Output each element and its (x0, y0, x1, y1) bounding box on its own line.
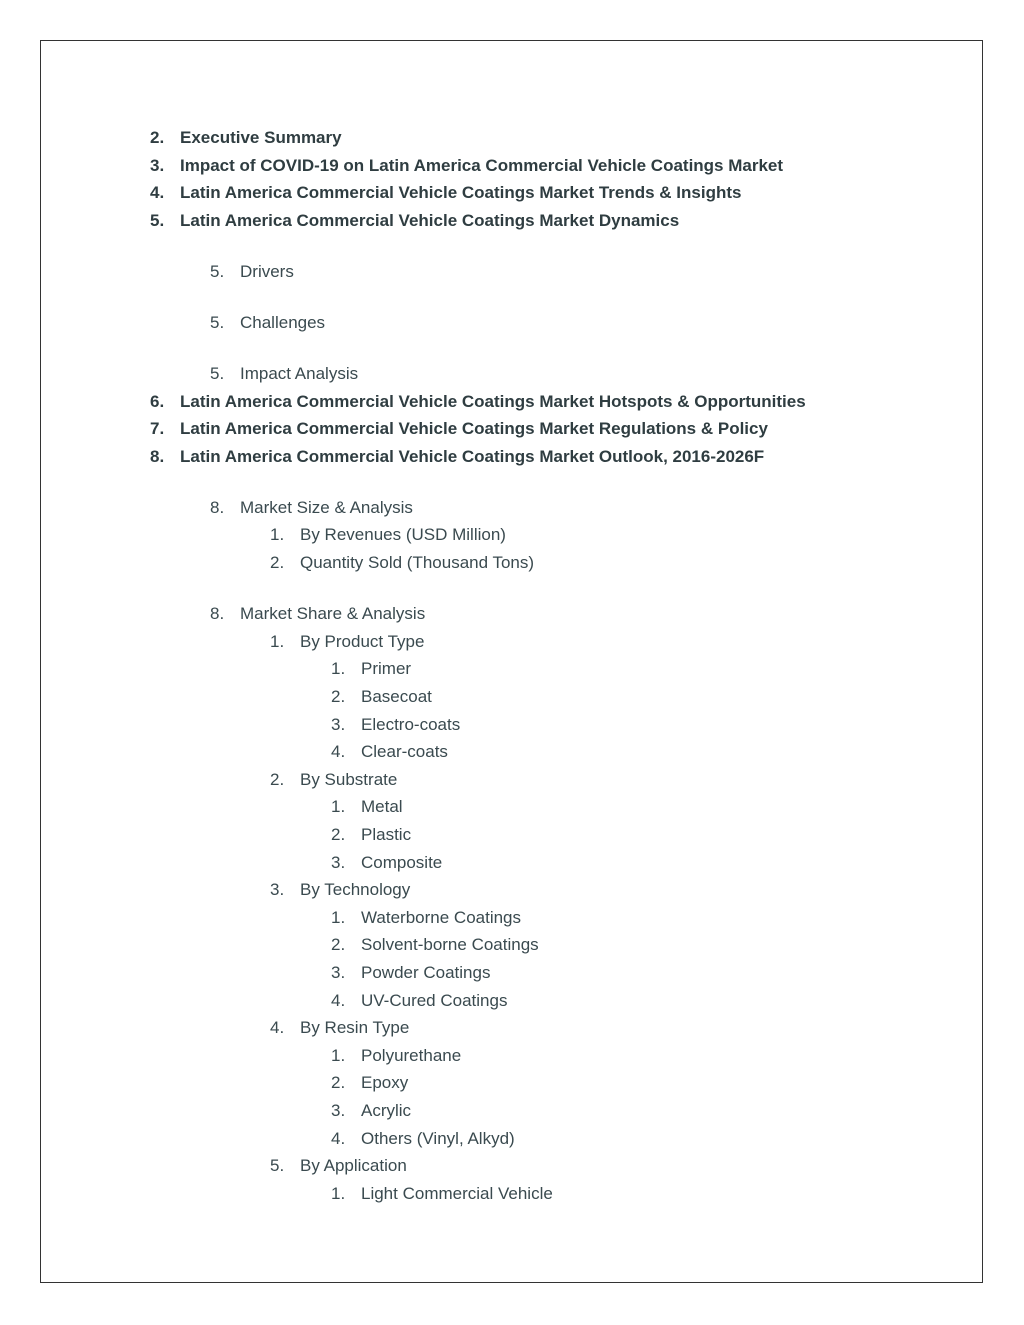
toc-item-text: Basecoat (361, 687, 432, 706)
toc-item-number: 5. (210, 364, 225, 383)
toc-item-level-4 (331, 715, 460, 735)
toc-item-number: 5. (150, 211, 165, 230)
toc-item-text: Latin America Commercial Vehicle Coatings Market Trends & Insights (180, 183, 742, 202)
toc-item-number: 1. (331, 659, 346, 678)
toc-item-text: By Revenues (USD Million) (300, 525, 506, 544)
toc-item-text: Acrylic (361, 1101, 412, 1120)
toc-item-text: By Application (300, 1156, 407, 1175)
toc-item-level-1 (150, 156, 783, 176)
toc-item-level-4 (331, 825, 411, 845)
toc-item-level-2 (210, 498, 413, 518)
toc-item-text: By Resin Type (300, 1018, 410, 1037)
toc-item-level-4 (331, 908, 521, 928)
toc-item-text: Clear-coats (361, 742, 448, 761)
toc-item-level-3 (270, 525, 506, 545)
toc-item-level-4 (331, 659, 411, 679)
toc-item-number: 1. (270, 525, 285, 544)
toc-item-number: 4. (331, 742, 346, 761)
toc-item-text: Others (Vinyl, Alkyd) (361, 1129, 515, 1148)
toc-item-level-3 (270, 1156, 407, 1176)
toc-item-number: 2. (331, 687, 346, 706)
toc-item-text: Challenges (240, 313, 326, 332)
toc-item-level-4 (331, 742, 448, 762)
toc-item-text: Waterborne Coatings (361, 908, 522, 927)
toc-item-level-4 (331, 853, 442, 873)
toc-item-number: 2. (331, 935, 346, 954)
toc-item-number: 2. (331, 1073, 346, 1092)
toc-item-text: Market Share & Analysis (240, 604, 426, 623)
toc-item-level-1 (150, 419, 768, 439)
toc-item-number: 8. (150, 447, 165, 466)
toc-item-number: 2. (150, 128, 165, 147)
toc-item-text: Composite (361, 853, 443, 872)
toc-item-number: 1. (270, 632, 285, 651)
toc-item-number: 4. (331, 1129, 346, 1148)
toc-item-level-3 (270, 770, 397, 790)
toc-item-text: Drivers (240, 262, 294, 281)
toc-item-number: 2. (270, 770, 285, 789)
toc-item-number: 8. (210, 604, 225, 623)
toc-item-level-1 (150, 447, 764, 467)
toc-item-number: 3. (270, 880, 285, 899)
toc-item-level-1 (150, 392, 806, 412)
toc-item-number: 2. (331, 825, 346, 844)
toc-item-number: 1. (331, 908, 346, 927)
toc-item-text: Latin America Commercial Vehicle Coatings Market Dynamics (180, 211, 680, 230)
toc-item-level-1 (150, 128, 342, 148)
toc-item-number: 4. (150, 183, 165, 202)
toc-item-number: 1. (331, 797, 346, 816)
toc-item-text: Latin America Commercial Vehicle Coatings Market Hotspots & Opportunities (180, 392, 806, 411)
toc-item-text: Quantity Sold (Thousand Tons) (300, 553, 535, 572)
toc-item-level-4 (331, 1129, 515, 1149)
toc-item-level-4 (331, 1073, 408, 1093)
toc-item-level-1 (150, 211, 679, 231)
toc-item-text: Metal (361, 797, 403, 816)
toc-item-level-3 (270, 1018, 409, 1038)
toc-item-level-4 (331, 1046, 461, 1066)
toc-item-level-4 (331, 1184, 553, 1204)
toc-item-text: UV-Cured Coatings (361, 991, 508, 1010)
toc-item-text: Impact of COVID-19 on Latin America Commercial Vehicle Coatings Market (180, 156, 784, 175)
toc-item-level-4 (331, 991, 507, 1011)
toc-item-number: 5. (270, 1156, 285, 1175)
toc-item-number: 7. (150, 419, 165, 438)
toc-item-level-2 (210, 604, 425, 624)
toc-item-number: 3. (331, 963, 346, 982)
toc-item-text: Electro-coats (361, 715, 461, 734)
toc-item-number: 4. (270, 1018, 285, 1037)
toc-item-text: Latin America Commercial Vehicle Coatings Market Outlook, 2016-2026F (180, 447, 765, 466)
toc-item-level-4 (331, 687, 432, 707)
toc-item-level-3 (270, 880, 410, 900)
toc-item-number: 3. (331, 853, 346, 872)
toc-item-number: 8. (210, 498, 225, 517)
toc-item-level-4 (331, 1101, 411, 1121)
toc-item-level-4 (331, 963, 490, 983)
toc-item-text: Polyurethane (361, 1046, 462, 1065)
toc-item-number: 5. (210, 313, 225, 332)
toc-item-level-4 (331, 935, 539, 955)
toc-item-text: By Substrate (300, 770, 398, 789)
toc-item-text: Impact Analysis (240, 364, 359, 383)
toc-item-text: Solvent-borne Coatings (361, 935, 539, 954)
toc-item-level-4 (331, 797, 403, 817)
toc-item-number: 3. (150, 156, 165, 175)
toc-item-number: 6. (150, 392, 165, 411)
toc-item-text: Powder Coatings (361, 963, 491, 982)
toc-item-level-1 (150, 183, 741, 203)
toc-item-text: Market Size & Analysis (240, 498, 413, 517)
toc-item-level-3 (270, 632, 424, 652)
toc-item-text: Light Commercial Vehicle (361, 1184, 553, 1203)
toc-item-text: Executive Summary (180, 128, 342, 147)
toc-item-number: 4. (331, 991, 346, 1010)
toc-item-number: 1. (331, 1046, 346, 1065)
toc-item-text: By Product Type (300, 632, 425, 651)
toc-item-text: Epoxy (361, 1073, 409, 1092)
toc-item-level-3 (270, 553, 534, 573)
toc-item-level-2 (210, 364, 358, 384)
toc-item-number: 2. (270, 553, 285, 572)
toc-item-number: 3. (331, 715, 346, 734)
toc-item-number: 1. (331, 1184, 346, 1203)
toc-item-level-2 (210, 313, 325, 333)
toc-item-text: Latin America Commercial Vehicle Coatings Market Regulations & Policy (180, 419, 768, 438)
toc-item-level-2 (210, 262, 294, 282)
toc-item-number: 3. (331, 1101, 346, 1120)
toc-item-number: 5. (210, 262, 225, 281)
toc-item-text: Plastic (361, 825, 412, 844)
toc-item-text: By Technology (300, 880, 411, 899)
toc-item-text: Primer (361, 659, 412, 678)
